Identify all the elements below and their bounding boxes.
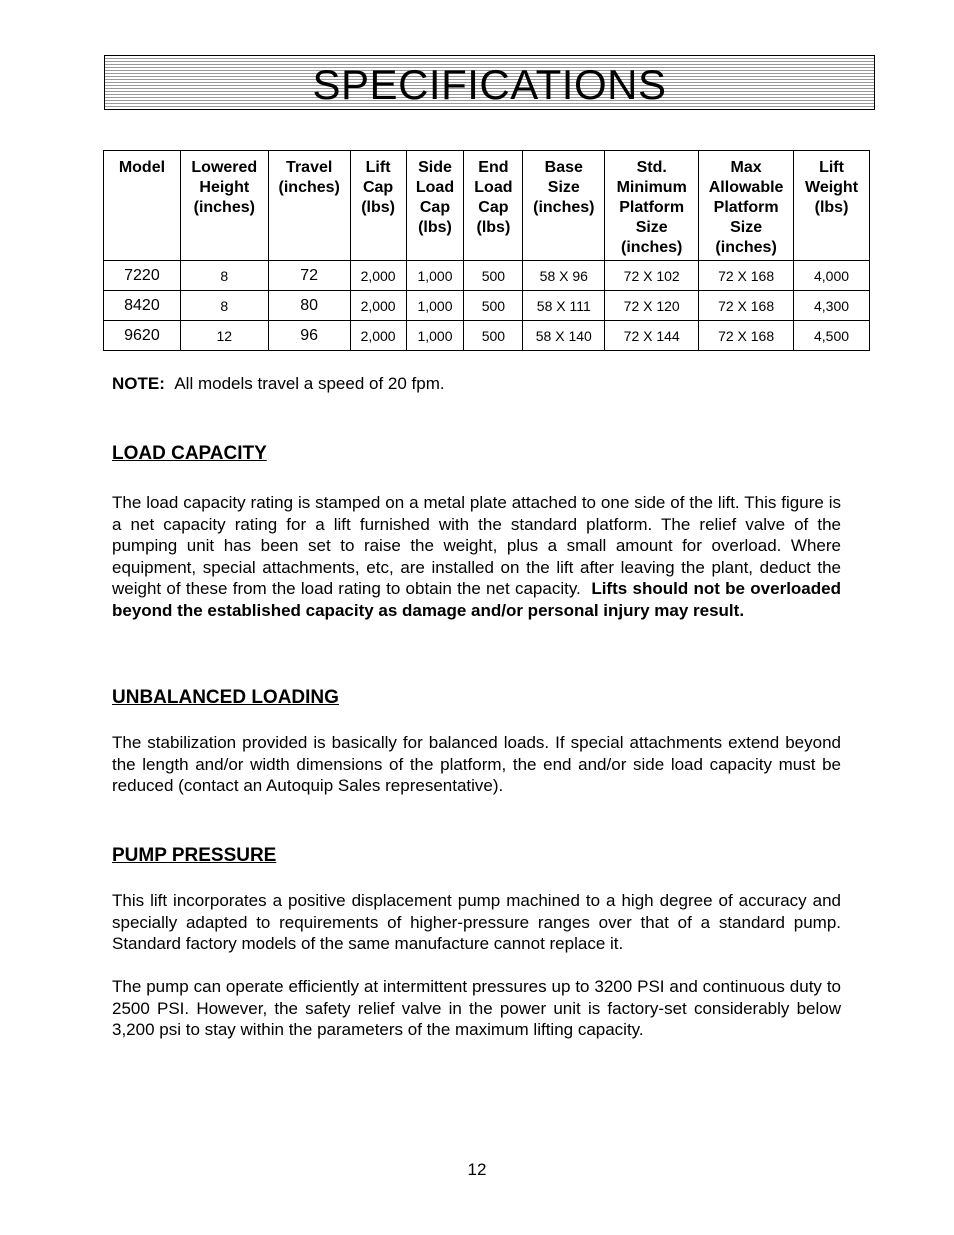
- table-cell: 72 X 168: [699, 291, 794, 321]
- table-cell: 4,000: [794, 261, 870, 291]
- column-header-line: (lbs): [418, 219, 452, 236]
- table-cell: 58 X 111: [523, 291, 605, 321]
- column-header-line: Size: [730, 219, 763, 236]
- table-row: [104, 321, 870, 351]
- column-header-line: Cap: [478, 199, 509, 216]
- table-cell: 80: [268, 291, 350, 321]
- column-header-line: Lift: [365, 159, 391, 176]
- column-header-line: Size: [635, 219, 668, 236]
- note: [112, 374, 445, 394]
- column-header-line: Minimum: [616, 179, 687, 196]
- column-header-line: Lift: [819, 159, 844, 176]
- table-cell: 72: [268, 261, 350, 291]
- column-header-line: Std.: [636, 159, 667, 176]
- table-cell: 2,000: [350, 261, 406, 291]
- table-row: [104, 291, 870, 321]
- column-header-line: (inches): [621, 239, 683, 256]
- column-header-line: Height: [199, 179, 250, 196]
- table-cell: 500: [464, 261, 523, 291]
- table-cell: 7220: [104, 261, 181, 291]
- table-cell: 58 X 140: [523, 321, 605, 351]
- load-capacity-heading: LOAD CAPACITY: [112, 443, 267, 464]
- column-header-line: (inches): [278, 179, 340, 196]
- table-cell: 8: [180, 261, 268, 291]
- table-cell: 12: [180, 321, 268, 351]
- table-cell: 58 X 96: [523, 261, 605, 291]
- pump-pressure-heading: PUMP PRESSURE: [112, 845, 277, 866]
- column-header: [180, 151, 268, 261]
- column-header-line: Base: [544, 159, 583, 176]
- column-header-line: Side: [418, 159, 452, 176]
- column-header: [464, 151, 523, 261]
- unbalanced-loading-heading: UNBALANCED LOADING: [112, 687, 339, 708]
- table-header-row: [104, 151, 870, 261]
- column-header-line: (inches): [715, 239, 777, 256]
- column-header: [268, 151, 350, 261]
- table-cell: 1,000: [406, 291, 464, 321]
- table-cell: 96: [268, 321, 350, 351]
- column-header: [104, 151, 181, 261]
- column-header: [794, 151, 870, 261]
- column-header-line: Lowered: [191, 159, 258, 176]
- page-number: 12: [467, 1160, 487, 1179]
- column-header-line: Model: [118, 159, 166, 176]
- table-cell: 500: [464, 291, 523, 321]
- column-header-line: (inches): [193, 199, 255, 216]
- table-cell: 4,500: [794, 321, 870, 351]
- pump-pressure-paragraph-2: The pump can operate efficiently at intermittent pressures up to 3200 PSI and continuous duty to 2500 PSI. However, the safety relief valve in the power unit is factory-set considerably below 3,200 psi to stay within the parameters of the maximum lifting capacity.: [112, 977, 841, 1040]
- table-row: [104, 261, 870, 291]
- note-text: All models travel a speed of 20 fpm.: [174, 374, 445, 393]
- table-cell: 72 X 168: [699, 321, 794, 351]
- unbalanced-loading-paragraph: The stabilization provided is basically for balanced loads. If special attachments extend beyond the length and/or width dimensions of the platform, the end and/or side load capacity must be reduced (contact an Autoquip Sales representative).: [112, 733, 841, 796]
- table-cell: 8420: [104, 291, 181, 321]
- column-header: [406, 151, 464, 261]
- column-header: [350, 151, 406, 261]
- column-header-line: (inches): [533, 199, 595, 216]
- pump-pressure-paragraph-1: This lift incorporates a positive displacement pump machined to a high degree of accuracy and specially adapted to requirements of higher-pressure ranges over that of a standard pump. Standard factory models of the same manufacture cannot replace it.: [112, 891, 841, 954]
- table-cell: 2,000: [350, 291, 406, 321]
- load-capacity-text: The load capacity rating is stamped on a metal plate attached to one side of the lift. This figure is a net capacity rating for a lift furnished with the standard platform. The relief valve of the pumping unit has been set to raise the weight, plus a small amount for overload. Where equipment, special attachments, etc, are installed on the lift after leaving the plant, deduct the weight of these from the load rating to obtain the net capacity.: [112, 493, 841, 599]
- note-label: NOTE:: [112, 374, 165, 393]
- column-header-line: Platform: [619, 199, 685, 216]
- column-header-line: Load: [474, 179, 513, 196]
- column-header-line: End: [478, 159, 509, 176]
- load-capacity-warning: Lifts should not be overloaded beyond the established capacity as damage and/or personal injury may result.: [112, 579, 841, 620]
- table-body: [104, 261, 870, 351]
- column-header-line: Allowable: [708, 179, 784, 196]
- column-header: [523, 151, 605, 261]
- column-header-line: Cap: [419, 199, 451, 216]
- table-cell: 9620: [104, 321, 181, 351]
- column-header-line: (lbs): [361, 199, 395, 216]
- specifications-table: [103, 150, 870, 351]
- table-cell: 72 X 120: [605, 291, 699, 321]
- table-cell: 72 X 144: [605, 321, 699, 351]
- table-cell: 1,000: [406, 261, 464, 291]
- table-cell: 1,000: [406, 321, 464, 351]
- title-banner: [104, 55, 875, 110]
- column-header-line: Weight: [805, 179, 859, 196]
- load-capacity-paragraph: [112, 492, 841, 622]
- column-header-line: Travel: [286, 159, 333, 176]
- column-header-line: Size: [547, 179, 580, 196]
- column-header: [605, 151, 699, 261]
- column-header-line: Load: [415, 179, 455, 196]
- table-cell: 72 X 102: [605, 261, 699, 291]
- column-header-line: Cap: [362, 179, 394, 196]
- table-cell: 2,000: [350, 321, 406, 351]
- column-header-line: (lbs): [814, 199, 849, 216]
- column-header-line: Platform: [713, 199, 779, 216]
- page-title: SPECIFICATIONS: [312, 60, 667, 108]
- table-cell: 4,300: [794, 291, 870, 321]
- table-cell: 72 X 168: [699, 261, 794, 291]
- column-header-line: (lbs): [476, 219, 511, 236]
- column-header: [699, 151, 794, 261]
- table-cell: 500: [464, 321, 523, 351]
- table-cell: 8: [180, 291, 268, 321]
- column-header-line: Max: [730, 159, 762, 176]
